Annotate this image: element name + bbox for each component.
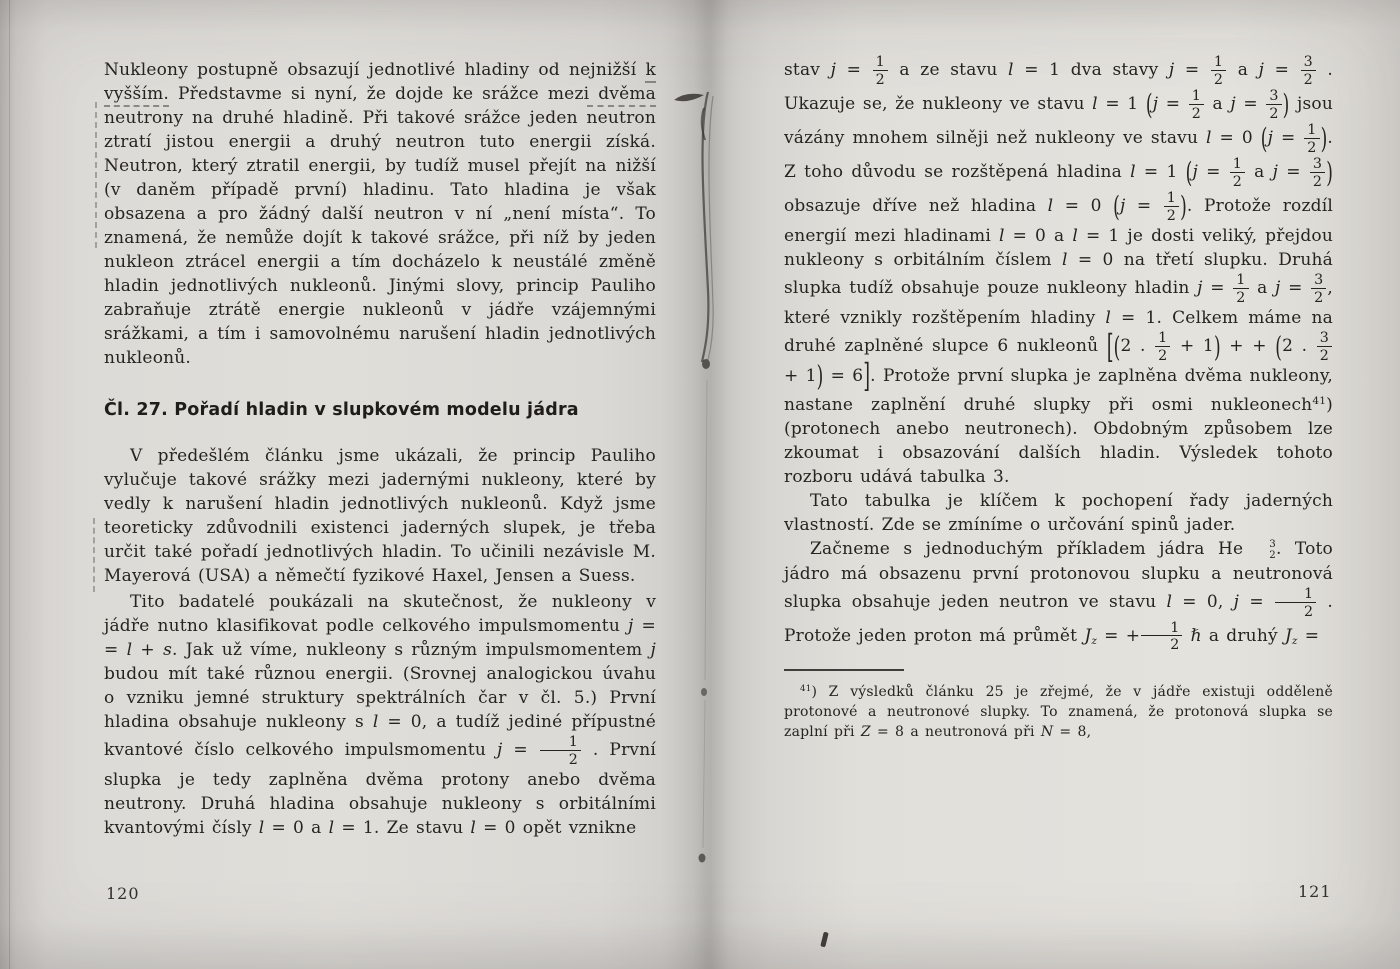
pencil-margin-mark — [95, 102, 97, 248]
footnote — [784, 679, 1333, 742]
page-number-left: 120 — [106, 884, 140, 903]
paragraph: stav j = $\frac{1}{2}$ a ze stavu l = 1 dva stavy j = $\frac{1}{2}$ a j = $\frac{3}{2}$ . Ukazuje se, že nukleony ve stavu l = 1 (j = $\frac{1}{2}$ a j = $\frac{3}{2}$ ) jsou vázány mnohem silněji než nukleony ve stavu l = 0 (j = $\frac{1}{2}$ ). Z toho důvodu se rozštěpená hladina l = 1 (j = $\frac{1}{2}$ a j = $\frac{3}{2}$ ) obsazuje dříve než hladina l = 0 (j = $\frac{1}{2}$ ). Protože rozdíl energií mezi hladinami l = 0 a l = 1 je dosti veliký, přejdou nukleony s orbitálním číslem l = 0 na třetí slupku. Druhá slupka tudíž obsahuje pouze nukleony hladin j = $\frac{1}{2}$ a j = $\frac{3}{2}$ , které vznikly rozštěpením hladiny l = 1. Celkem máme na druhé zaplněné slupce 6 nukleonů [(2 . $\frac{1}{2}$ + 1) + + (2 . $\frac{3}{2}$ + 1) = 6]. Protože první slupka je zaplněna dvěma nukleony, nastane zaplnění druhé slupky při osmi nukleonech$^{41}$) (protonech anebo neutronech). Obdobným způsobem lze zkoumat i obsazování dalších hladin. Výsledek tohoto rozboru udává tabulka 3. — [784, 54, 1334, 488]
paragraph: Začneme s jednoduchým příkladem jádra He 3 2 . Toto jádro má obsazenu první protonovou slupku a neutronová slupka obsahuje jeden neutron ve stavu l = 0, j = $\frac{1}{2}$ . Protože jeden proton má průmět $J_z$ = + $\frac{1}{2}$ ℏ a druhý $J_z$ = — [784, 539, 1333, 654]
page-number-right: 121 — [1298, 882, 1332, 901]
right-page-body-text — [784, 54, 1333, 653]
left-page-body-text — [104, 444, 656, 840]
pencil-margin-mark — [93, 518, 95, 592]
paragraph: Tito badatelé poukázali na skutečnost, že nukleony v jádře nutno klasifikovat podle celkového impulsmomentu j = = l + s. Jak už víme, nukleony s různým impulsmomentem j budou mít také různou energii. (Srovnej analogickou úvahu o vzniku jemné struktury spektrálních čar v čl. 5.) První hladina obsahuje nukleony s l = 0, a tudíž jediné přípustné kvantové číslo celkového impulsmomentu j = $\frac{1}{2}$ . První slupka je tedy zaplněna dvěma protony anebo dvěma neutrony. Druhá hladina obsahuje nukleony s orbitálními kvantovými čísly l = 0 a l = 1. Ze stavu l = 0 opět vznikne — [104, 592, 656, 838]
paragraph: Nukleony postupně obsazují jednotlivé hladiny od nejnižší k vyšším. Představme si nyní, že dojde ke srážce mezi dvěma neutrony na druhé hladině. Při takové srážce jeden neutron ztratí jistou energii a druhý neutron tuto energii získá. Neutron, který ztratil energii, by tudíž musel přejít na nižší (v daněm případě první) hladinu. Tato hladina je však obsazena a pro žádný další neutron v ní „není místa“. To znamená, že nemůže dojít k takové srážce, při níž by jeden nukleon ztrácel energii a tím docházelo k neustálé změně hladin jednotlivých nukleonů. Jinými slovy, princip Pauliho zabraňuje ztrátě energie nukleonů v jádře vzájemnými srážkami, a tím i samovolnému narušení hladin jednotlivých nukleonů. — [104, 60, 656, 368]
footnote-paragraph: $^{41}$) Z výsledků článku 25 je zřejmé, že v jádře existuji odděleně protonové a neutronové slupky. To znamená, že protonová slupka se zaplní při Z = 8 a neutronová při N = 8, — [784, 684, 1333, 741]
book-gutter — [660, 0, 770, 969]
footnote-rule — [784, 669, 904, 671]
left-page-opening-text — [104, 58, 656, 370]
right-page — [784, 54, 1333, 742]
paragraph: Tato tabulka je klíčem k pochopení řady jaderných vlastností. Zde se zmíníme o určování spinů jader. — [784, 491, 1333, 536]
page-edge-line — [9, 0, 10, 969]
section-heading: Čl. 27. Pořadí hladin v slupkovém modelu jádra — [104, 400, 579, 420]
left-page — [104, 58, 656, 842]
binding-thread — [660, 0, 770, 969]
ink-speck — [820, 932, 828, 948]
paragraph: V předešlém článku jsme ukázali, že princip Pauliho vylučuje takové srážky mezi jadernými nukleony, které by vedly k narušení hladin jednotlivých nukleonů. Když jsme teoreticky zdůvodnili existenci jaderných slupek, je třeba určit také pořadí jednotlivých hladin. To učinili nezávisle M. Mayerová (USA) a němečtí fyzikové Haxel, Jensen a Suess. — [104, 446, 656, 586]
